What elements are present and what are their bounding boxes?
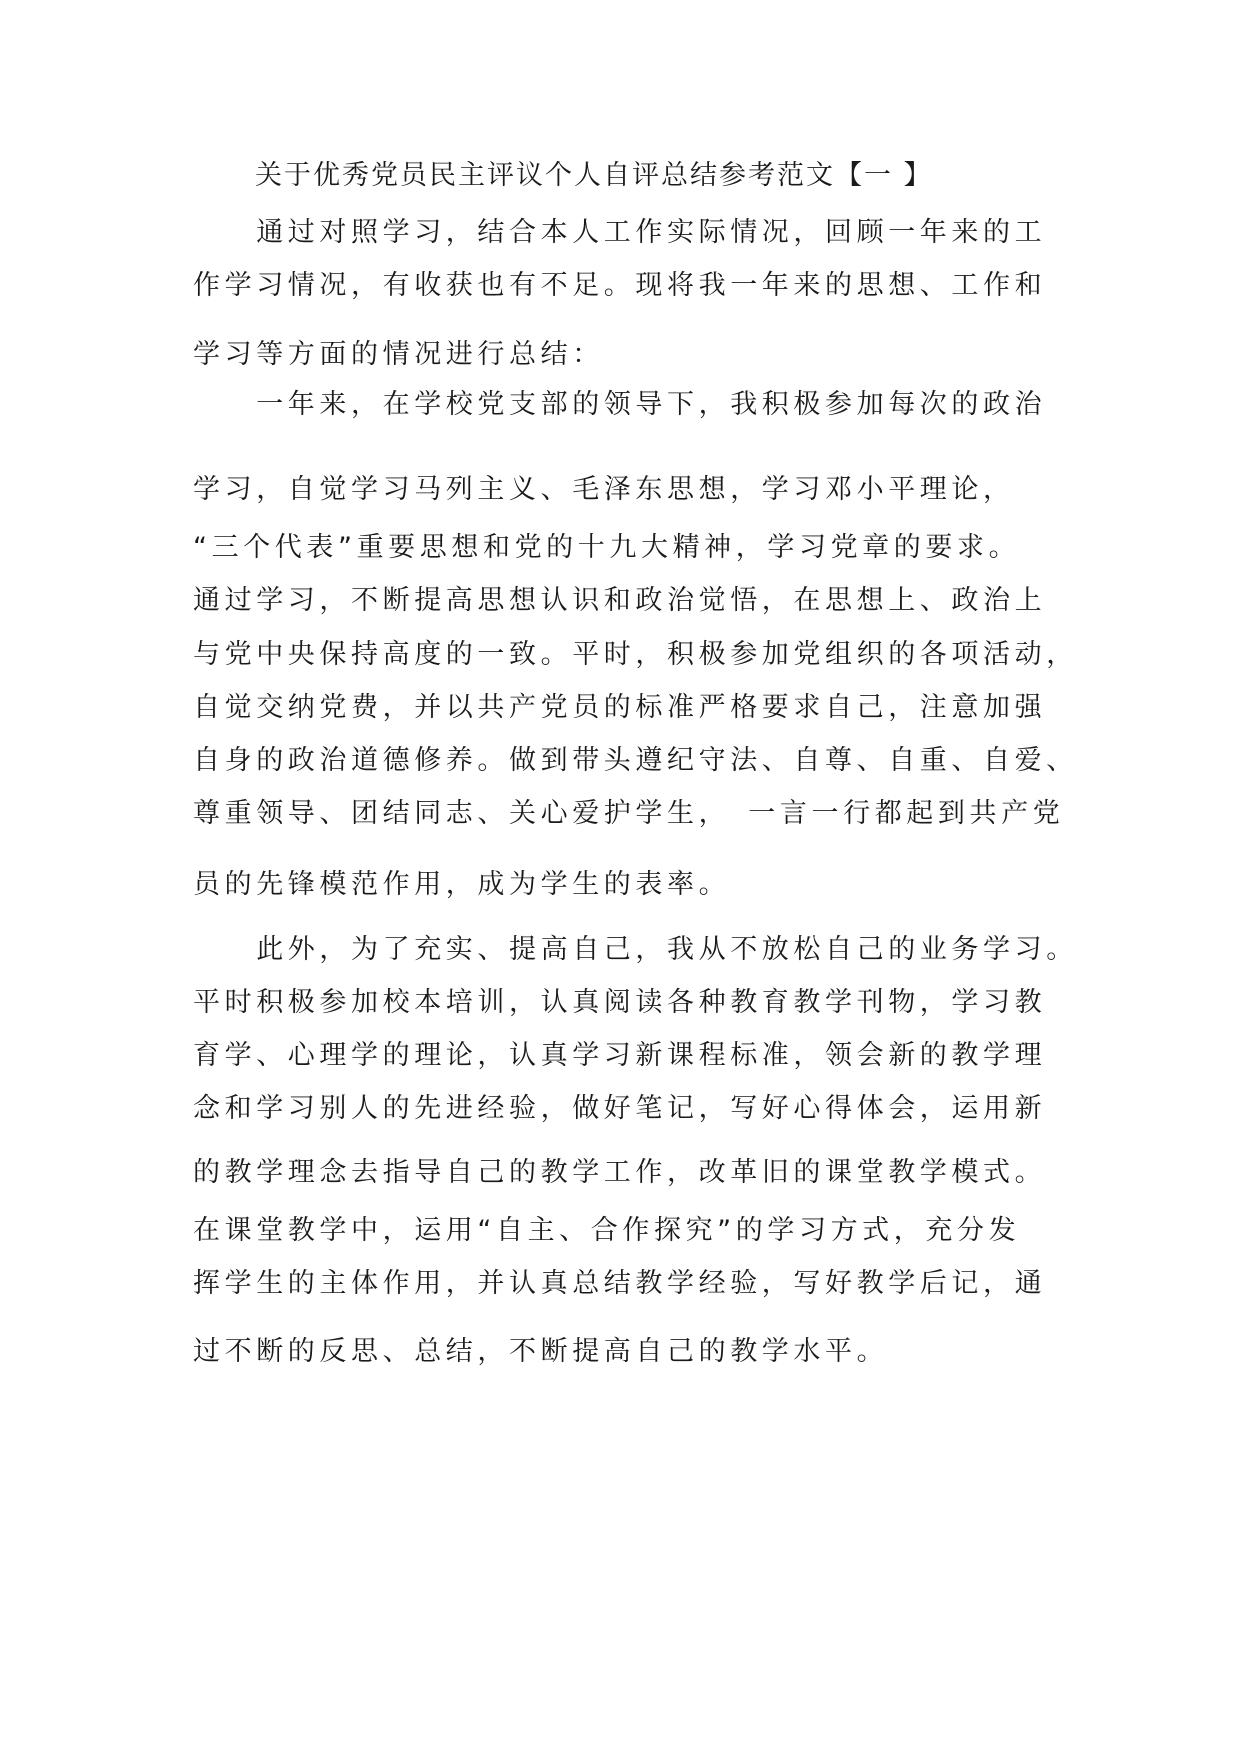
paragraph-line-5: 学习，自觉学习马列主义、毛泽东思想，学习邓小平理论， bbox=[193, 474, 1015, 505]
paragraph-line-2: 作学习情况，有收获也有不足。现将我一年来的思想、工作和 bbox=[193, 270, 1047, 301]
paragraph-line-17: 的教学理念去指导自己的教学工作，改革旧的课堂教学模式。 bbox=[193, 1157, 1047, 1188]
paragraph-line-12: 员的先锋模范作用，成为学生的表率。 bbox=[193, 869, 731, 900]
paragraph-line-6: “三个代表”重要思想和党的十九大精神，学习党章的要求。 bbox=[193, 532, 1021, 563]
document-title: 关于优秀党员民主评议个人自评总结参考范文【一 】 bbox=[255, 160, 933, 191]
paragraph-line-20: 过不断的反思、总结，不断提高自己的教学水平。 bbox=[193, 1336, 889, 1367]
paragraph-line-1: 通过对照学习，结合本人工作实际情况，回顾一年来的工 bbox=[193, 217, 1047, 248]
paragraph-line-14: 平时积极参加校本培训，认真阅读各种教育教学刊物，学习教 bbox=[193, 987, 1047, 1018]
paragraph-line-16: 念和学习别人的先进经验，做好笔记，写好心得体会，运用新 bbox=[193, 1093, 1047, 1124]
paragraph-line-19: 挥学生的主体作用，并认真总结教学经验，写好教学后记，通 bbox=[193, 1268, 1047, 1299]
paragraph-line-13: 此外，为了充实、提高自己，我从不放松自己的业务学习。 bbox=[193, 934, 1078, 965]
paragraph-line-7: 通过学习，不断提高思想认识和政治觉悟，在思想上、政治上 bbox=[193, 585, 1047, 616]
paragraph-line-9: 自觉交纳党费，并以共产党员的标准严格要求自己，注意加强 bbox=[193, 692, 1047, 723]
paragraph-line-18: 在课堂教学中，运用“自主、合作探究”的学习方式，充分发 bbox=[193, 1215, 1021, 1246]
paragraph-line-4: 一年来，在学校党支部的领导下，我积极参加每次的政治 bbox=[193, 389, 1047, 420]
paragraph-line-15: 育学、心理学的理论，认真学习新课程标准，领会新的教学理 bbox=[193, 1040, 1047, 1071]
paragraph-line-11: 尊重领导、团结同志、关心爱护学生， 一言一行都起到共产党 bbox=[193, 798, 1065, 829]
paragraph-line-3: 学习等方面的情况进行总结： bbox=[193, 339, 604, 370]
paragraph-line-10: 自身的政治道德修养。做到带头遵纪守法、自尊、自重、自爱、 bbox=[193, 745, 1078, 776]
paragraph-line-8: 与党中央保持高度的一致。平时，积极参加党组织的各项活动， bbox=[193, 639, 1078, 670]
